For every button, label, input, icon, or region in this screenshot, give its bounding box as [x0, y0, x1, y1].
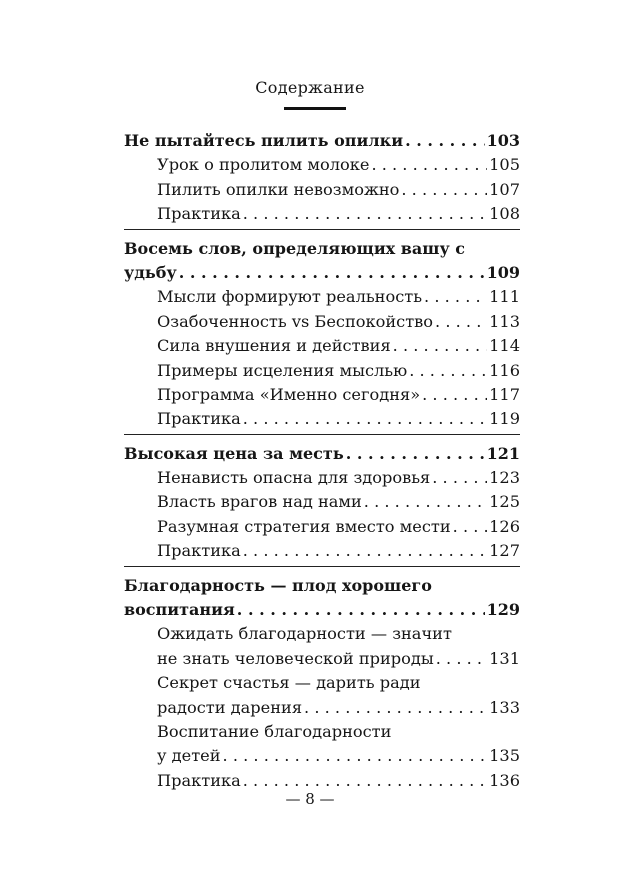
subsection-entry[interactable] — [124, 334, 520, 358]
subsection-entry[interactable] — [124, 539, 520, 563]
chapter-title: Высокая цена за месть — [124, 443, 344, 463]
page-number: — 8 — — [285, 790, 335, 808]
dot-leader — [243, 202, 487, 226]
dot-leader — [243, 407, 487, 431]
subsection-page-number: 126 — [489, 516, 520, 536]
toc-section — [124, 574, 520, 796]
subsection-title: радости дарения — [157, 697, 303, 717]
dot-leader — [435, 310, 487, 334]
subsection-entry[interactable] — [124, 310, 520, 334]
subsection-page-number: 136 — [489, 770, 520, 790]
subsection-title-line: Секрет счастья — дарить ради — [157, 673, 421, 693]
dot-leader — [401, 178, 487, 202]
dot-leader — [237, 598, 485, 622]
subsection-title: у детей — [157, 746, 221, 766]
subsection-entry[interactable] — [124, 696, 520, 720]
subsection-title: Мысли формируют реальность — [157, 287, 423, 307]
chapter-page-number: 103 — [486, 131, 520, 150]
subsection-page-number: 123 — [489, 468, 520, 488]
chapter-entry[interactable] — [124, 442, 520, 466]
chapter-entry[interactable] — [124, 261, 520, 285]
dot-leader — [422, 383, 487, 407]
subsection-title: Озабоченность vs Беспокойство — [157, 311, 434, 331]
subsection-entry[interactable] — [124, 647, 520, 671]
chapter-title: Не пытайтесь пилить опилки — [124, 131, 404, 150]
subsection-title: Практика — [157, 204, 241, 224]
chapter-page-number: 109 — [486, 262, 520, 282]
chapter-title-line: Восемь слов, определяющих вашу с — [124, 238, 466, 258]
subsection-page-number: 105 — [489, 155, 520, 175]
subsection-page-number: 135 — [489, 746, 520, 766]
subsection-page-number: 133 — [489, 697, 520, 717]
subsection-title-line: Воспитание благодарности — [157, 721, 392, 741]
chapter-title-line: Благодарность — плод хорошего — [124, 575, 432, 595]
dot-leader — [393, 334, 487, 358]
subsection-entry[interactable] — [124, 383, 520, 407]
subsection-entry[interactable] — [124, 202, 520, 226]
subsection-entry[interactable] — [124, 178, 520, 202]
dot-leader — [223, 744, 488, 768]
chapter-title: воспитания — [124, 600, 235, 620]
subsection-entry[interactable] — [124, 359, 520, 383]
subsection-page-number: 127 — [489, 541, 520, 561]
subsection-title: Разумная стратегия вместо мести — [157, 516, 451, 536]
subsection-title: Примеры исцеления мыслью — [157, 360, 408, 380]
chapter-title: удьбу — [124, 262, 177, 282]
subsection-title: Пилить опилки невозможно — [157, 179, 400, 199]
dot-leader — [304, 696, 487, 720]
subsection-page-number: 116 — [489, 360, 520, 380]
subsection-entry[interactable] — [124, 285, 520, 309]
dot-leader — [405, 129, 485, 153]
subsection-page-number: 114 — [489, 336, 520, 356]
chapter-entry[interactable] — [124, 129, 520, 153]
subsection-entry[interactable] — [124, 744, 520, 768]
subsection-title: Программа «Именно сегодня» — [157, 384, 421, 404]
subsection-entry[interactable] — [124, 153, 520, 177]
subsection-title: Практика — [157, 541, 241, 561]
dot-leader — [371, 153, 487, 177]
subsection-page-number: 108 — [489, 204, 520, 224]
subsection-title: Практика — [157, 770, 241, 790]
subsection-entry[interactable] — [124, 515, 520, 539]
subsection-page-number: 111 — [489, 287, 520, 307]
subsection-entry[interactable] — [124, 490, 520, 514]
table-of-contents — [124, 129, 520, 802]
dot-leader — [409, 359, 487, 383]
subsection-title: не знать человеческой природы — [157, 648, 434, 668]
subsection-title: Урок о пролитом молоке — [157, 155, 370, 175]
page-header-title: Содержание — [255, 78, 365, 97]
toc-section — [124, 129, 520, 230]
subsection-title: Сила внушения и действия — [157, 336, 391, 356]
chapter-entry[interactable] — [124, 598, 520, 622]
subsection-page-number: 131 — [489, 648, 520, 668]
dot-leader — [453, 515, 487, 539]
subsection-title-line: Ожидать благодарности — значит — [157, 624, 452, 644]
toc-section — [124, 237, 520, 435]
subsection-title: Власть врагов над нами — [157, 492, 362, 512]
dot-leader — [432, 466, 487, 490]
dot-leader — [424, 285, 487, 309]
chapter-page-number: 129 — [486, 600, 520, 620]
subsection-page-number: 119 — [489, 409, 520, 429]
dot-leader — [346, 442, 485, 466]
dot-leader — [364, 490, 487, 514]
toc-section — [124, 442, 520, 567]
subsection-page-number: 107 — [489, 179, 520, 199]
dot-leader — [179, 261, 485, 285]
dot-leader — [243, 539, 487, 563]
subsection-title: Ненависть опасна для здоровья — [157, 468, 431, 488]
dot-leader — [436, 647, 487, 671]
subsection-entry[interactable] — [124, 407, 520, 431]
subsection-entry[interactable] — [124, 466, 520, 490]
subsection-page-number: 117 — [489, 384, 520, 404]
subsection-page-number: 113 — [489, 311, 520, 331]
chapter-page-number: 121 — [486, 443, 520, 463]
subsection-page-number: 125 — [489, 492, 520, 512]
header-divider — [284, 107, 346, 110]
subsection-title: Практика — [157, 409, 241, 429]
